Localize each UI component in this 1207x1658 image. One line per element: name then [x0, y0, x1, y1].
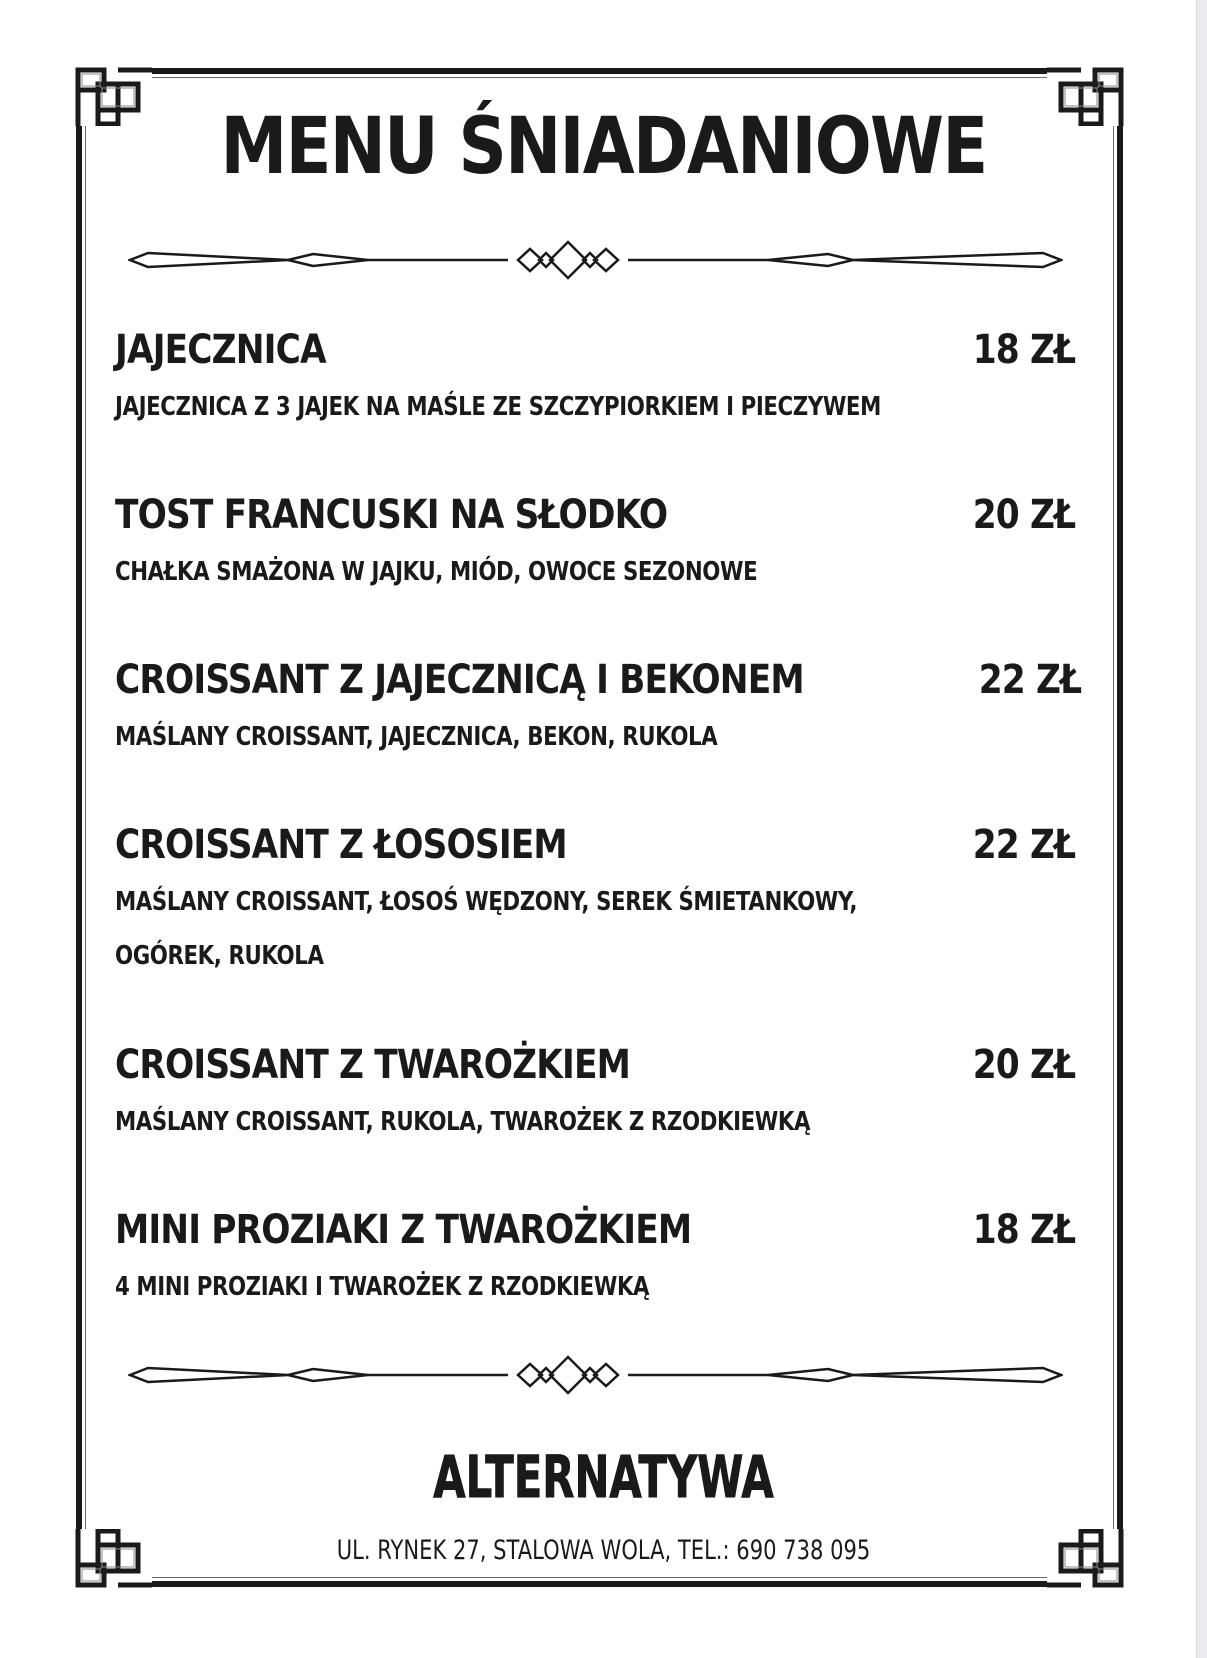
menu-item-price: 20 ZŁ: [972, 492, 1075, 538]
menu-item-price: 22 ZŁ: [972, 822, 1075, 868]
page-edge-strip: [1196, 0, 1207, 1658]
menu-item-name: CROISSANT Z JAJECZNICĄ I BEKONEM: [115, 657, 804, 703]
menu-item-name: MINI PROZIAKI Z TWAROŻKIEM: [115, 1207, 692, 1253]
ornamental-divider-bottom-icon: [128, 1345, 1063, 1405]
menu-item-name: CROISSANT Z ŁOSOSIEM: [115, 822, 567, 868]
menu-item-name: JAJECZNICA: [115, 327, 326, 373]
menu-item-description: MAŚLANY CROISSANT, ŁOSOŚ WĘDZONY, SEREK ŚMIETANKOWY,: [115, 887, 858, 917]
menu-item-description: MAŚLANY CROISSANT, JAJECZNICA, BEKON, RUKOLA: [115, 722, 718, 752]
menu-item-price: 22 ZŁ: [978, 657, 1081, 703]
restaurant-address: UL. RYNEK 27, STALOWA WOLA, TEL.: 690 738 095: [336, 1535, 871, 1566]
menu-item-description: JAJECZNICA Z 3 JAJEK NA MAŚLE ZE SZCZYPIORKIEM I PIECZYWEM: [115, 392, 881, 422]
menu-item-price: 18 ZŁ: [972, 327, 1075, 373]
menu-item-description: 4 MINI PROZIAKI I TWAROŻEK Z RZODKIEWKĄ: [115, 1272, 650, 1302]
page-title: MENU ŚNIADANIOWE: [220, 102, 987, 192]
menu-item-description: MAŚLANY CROISSANT, RUKOLA, TWAROŻEK Z RZODKIEWKĄ: [115, 1107, 811, 1137]
restaurant-brand-name: ALTERNATYWA: [433, 1443, 774, 1511]
menu-item-price: 18 ZŁ: [972, 1207, 1075, 1253]
menu-item-description-line-2: OGÓREK, RUKOLA: [115, 941, 324, 971]
menu-item-price: 20 ZŁ: [972, 1042, 1075, 1088]
menu-item-name: CROISSANT Z TWAROŻKIEM: [115, 1042, 630, 1088]
menu-item-name: TOST FRANCUSKI NA SŁODKO: [115, 492, 668, 538]
ornamental-divider-top-icon: [128, 230, 1063, 290]
menu-item-description: CHAŁKA SMAŻONA W JAJKU, MIÓD, OWOCE SEZONOWE: [115, 557, 758, 587]
